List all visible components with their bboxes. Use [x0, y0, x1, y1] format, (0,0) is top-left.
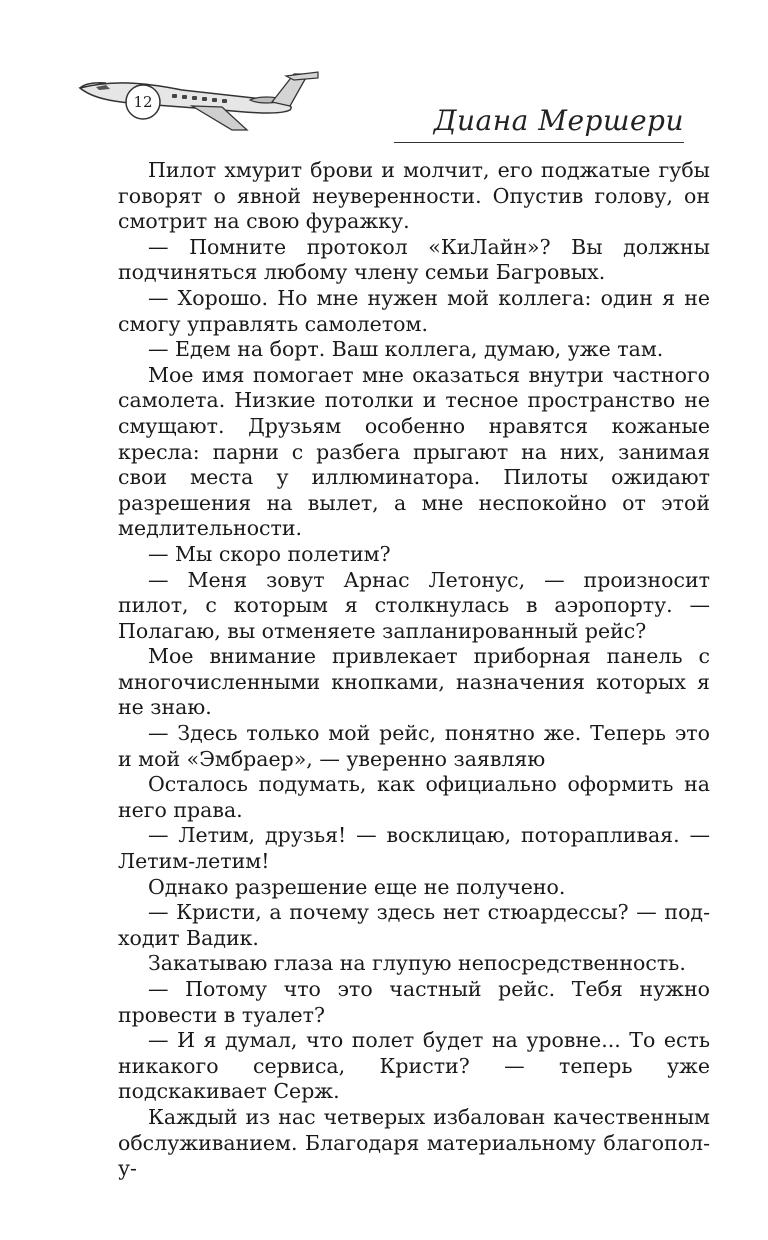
page-number: 12: [133, 93, 153, 111]
running-header-author: Диана Мершери: [433, 104, 684, 137]
paragraph: — Здесь только мой рейс, понятно же. Теперь это и мой «Эмбраер», — уверенно заявляю: [118, 721, 710, 771]
paragraph: — Кристи, а почему здесь нет стюардессы? — подходит Вадик.: [118, 900, 710, 950]
paragraph: — Меня зовут Арнас Летонус, — произносит пилот, с которым я столкнулась в аэропорту. — Полагаю, вы отменяете запланированный рейс?: [118, 567, 710, 643]
paragraph: — Потому что это частный рейс. Тебя нужно провести в туалет?: [118, 977, 710, 1027]
paragraph: — Мы скоро полетим?: [148, 541, 391, 566]
paragraph: Закатываю глаза на глупую непосредственность.: [148, 951, 686, 976]
paragraph: Мое имя помогает мне оказаться внутри частного самолета. Низкие потолки и тесное пространство не смущают. Друзьям особенно нравятся кожаные кресла: парни с разбега прыгают на них, занимая свои места у иллюминатора. Пилоты ожидают разрешения на вылет, а мне неспокойно от этой медлительности.: [118, 362, 710, 541]
paragraph: — Летим, друзья! — восклицаю, поторапливая. — Летим-летим!: [118, 823, 710, 874]
paragraph: Мое внимание привлекает приборная панель с многочисленными кнопками, назначения которых я не знаю.: [118, 644, 710, 720]
airplane-icon: [72, 60, 332, 140]
paragraph: Каждый из нас четверых избалован качественным обслуживанием. Благодаря материальному благополу-: [118, 1104, 710, 1181]
paragraph: Однако разрешение еще не получено.: [148, 874, 566, 899]
paragraph: — Хорошо. Но мне нужен мой коллега: один я не смогу управлять самолетом.: [118, 285, 710, 336]
paragraph: — И я думал, что полет будет на уровне... То есть никакого сервиса, Кристи? — теперь уже подскакивает Серж.: [118, 1028, 710, 1104]
body-text: [118, 158, 710, 1182]
paragraph: — Едем на борт. Ваш коллега, думаю, уже там.: [148, 337, 664, 362]
paragraph: Пилот хмурит брови и молчит, его поджатые губы говорят о явной неуверенности. Опустив голову, он смотрит на свою фуражку.: [118, 158, 710, 234]
paragraph: Осталось подумать, как официально оформить на него права.: [118, 772, 710, 822]
paragraph: — Помните протокол «КиЛайн»? Вы должны подчиняться любому члену семьи Багровых.: [118, 234, 710, 285]
